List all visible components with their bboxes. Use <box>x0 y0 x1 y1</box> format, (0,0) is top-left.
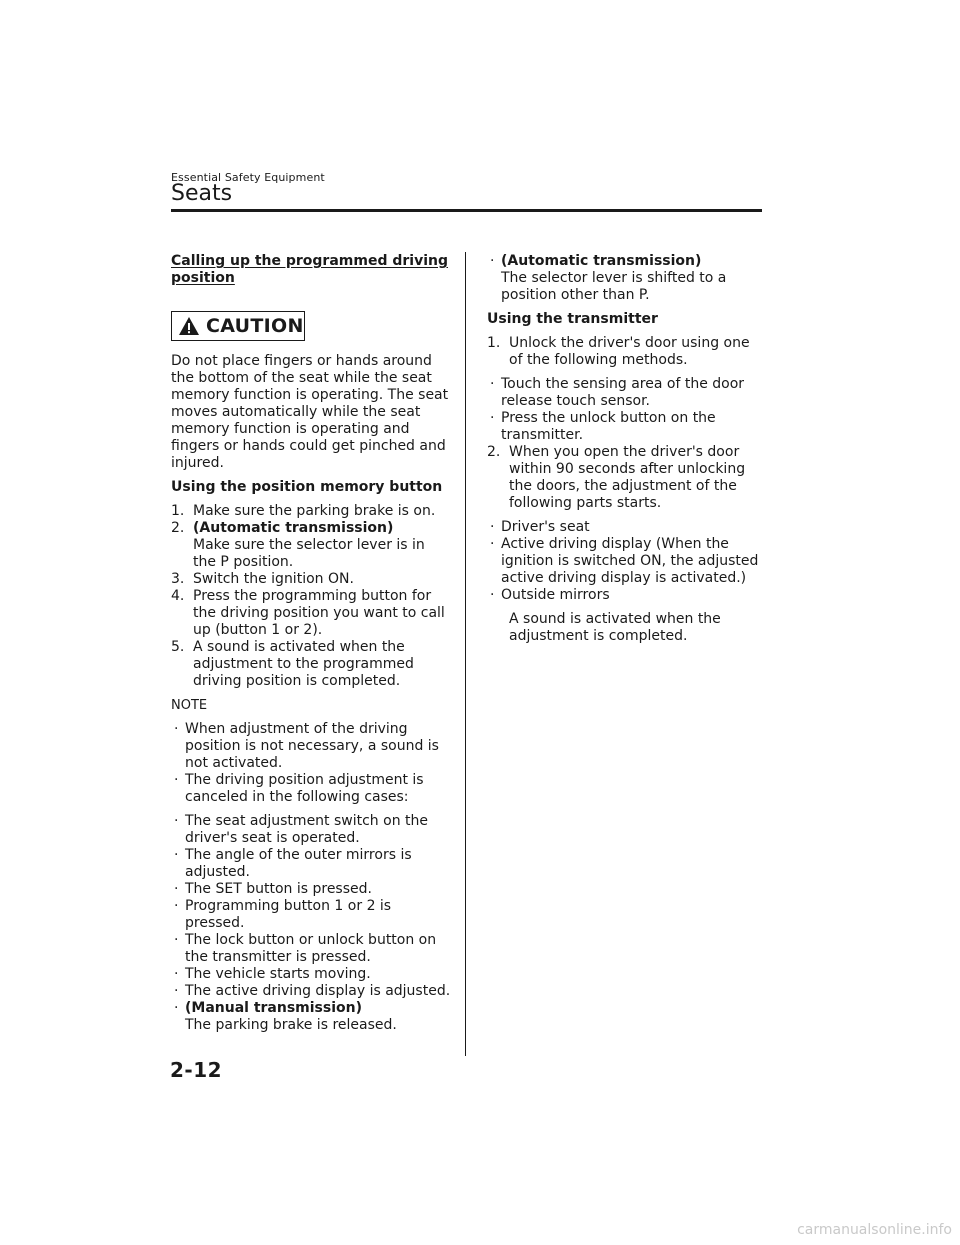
step-item: 4. Press the programming button for the driving position you want to call up (button 1 or 2). <box>171 588 445 638</box>
adjusted-part-item: · Active driving display (When the ignition is switched ON, the adjusted active driving display is activated.) <box>490 536 759 586</box>
transmitter-step-1 <box>487 335 762 369</box>
transmitter-step-2 <box>487 444 762 512</box>
cancel-case-item: · The lock button or unlock button on the transmitter is pressed. <box>174 932 437 965</box>
left-column <box>171 253 451 1041</box>
warning-icon <box>178 316 200 336</box>
cancel-case-item: · The vehicle starts moving. <box>174 966 371 982</box>
completion-text: A sound is activated when the adjustment is completed. <box>509 611 721 644</box>
note-label: NOTE <box>171 698 208 713</box>
cancel-case-item: · The SET button is pressed. <box>174 881 372 897</box>
memory-steps <box>171 503 451 690</box>
page-title: Seats <box>171 181 233 206</box>
cancel-case-list <box>171 813 451 1034</box>
step-item: 1. Unlock the driver's door using one of the following methods. <box>487 335 750 368</box>
caution-text: Do not place fingers or hands around the bottom of the seat while the seat memory function is operating. The seat moves automatically while the seat memory function is operating and fingers or hands could get pinched and injured. <box>171 353 449 471</box>
transmitter-heading: Using the transmitter <box>487 311 658 327</box>
adjusted-part-item: · Driver's seat <box>490 519 590 535</box>
subheading: Calling up the programmed driving position <box>171 253 448 286</box>
cancel-case-item: · Programming button 1 or 2 is pressed. <box>174 898 392 931</box>
caution-label: CAUTION <box>206 314 304 337</box>
adjusted-parts-list <box>487 519 762 604</box>
unlock-method-list <box>487 376 762 444</box>
step-item: 3. Switch the ignition ON. <box>171 571 354 587</box>
memory-button-heading: Using the position memory button <box>171 479 443 495</box>
cancel-case-item: · (Automatic transmission) The selector lever is shifted to a position other than P. <box>490 253 727 303</box>
cancel-case-continued <box>487 253 762 304</box>
note-list <box>171 721 451 806</box>
step-item: 2. (Automatic transmission) Make sure the selector lever is in the P position. <box>171 520 425 570</box>
unlock-method-item: · Press the unlock button on the transmitter. <box>490 410 716 443</box>
note-item: · When adjustment of the driving position is not necessary, a sound is not activated. <box>174 721 439 771</box>
watermark: carmanualsonline.info <box>797 1222 952 1238</box>
note-item: · The driving position adjustment is canceled in the following cases: <box>174 772 424 805</box>
step-item: 1. Make sure the parking brake is on. <box>171 503 436 519</box>
section-label: Essential Safety Equipment <box>171 171 325 184</box>
column-divider <box>465 252 466 1056</box>
step-item: 2. When you open the driver's door within 90 seconds after unlocking the doors, the adjustment of the following parts starts. <box>487 444 746 511</box>
page-number: 2-12 <box>170 1058 223 1082</box>
cancel-case-item: · (Manual transmission) The parking brake is released. <box>174 1000 397 1033</box>
unlock-method-item: · Touch the sensing area of the door release touch sensor. <box>490 376 745 409</box>
right-column <box>487 253 762 652</box>
header-divider <box>171 209 762 212</box>
cancel-case-item: · The seat adjustment switch on the driver's seat is operated. <box>174 813 428 846</box>
cancel-case-item: · The angle of the outer mirrors is adjusted. <box>174 847 412 880</box>
adjusted-part-item: · Outside mirrors <box>490 587 610 603</box>
step-item: 5. A sound is activated when the adjustment to the programmed driving position is completed. <box>171 639 414 689</box>
cancel-case-item: · The active driving display is adjusted. <box>174 983 451 999</box>
caution-box <box>171 311 305 341</box>
